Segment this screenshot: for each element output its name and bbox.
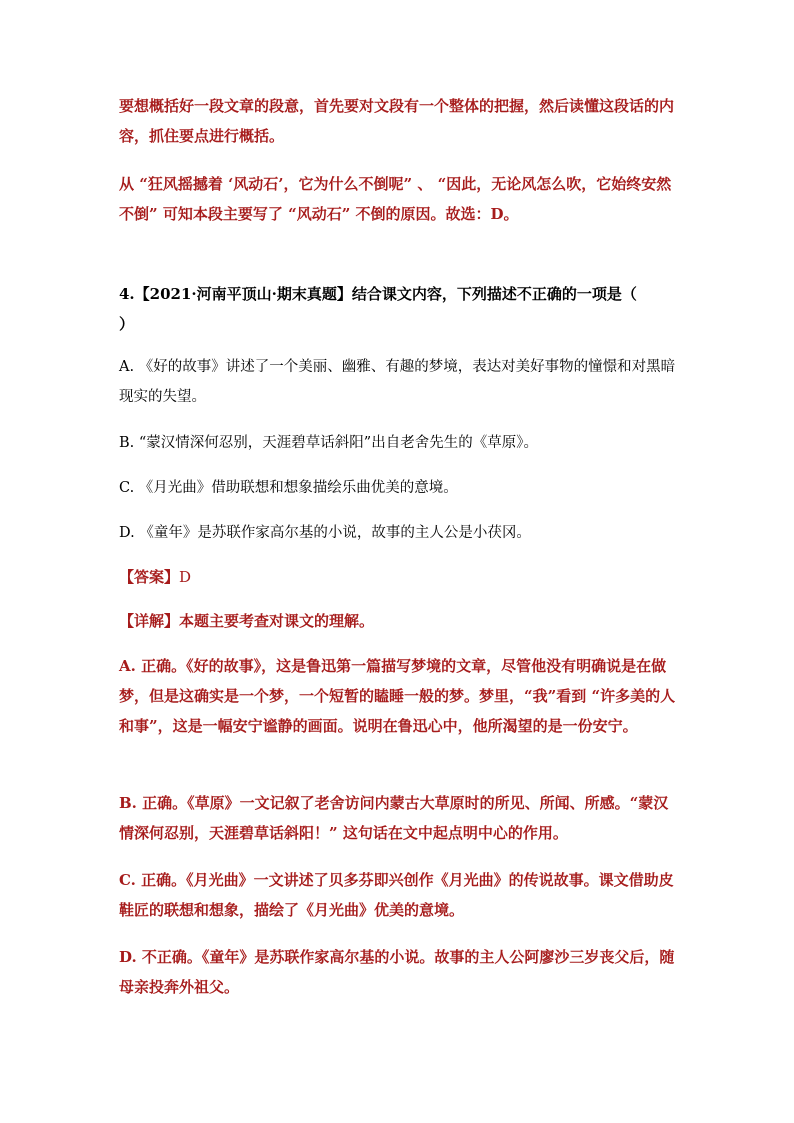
explanation-item-c: C. 正确。《月光曲》一文讲述了贝多芬即兴创作《月光曲》的传说故事。课文借助皮鞋匠的联想和想象，描绘了《月光曲》优美的意境。 [119,871,674,919]
option-a: A. 《好的故事》讲述了一个美丽、幽雅、有趣的梦境，表达对美好事物的憧憬和对黑暗现实的失望。 [119,359,676,405]
option-c: C. 《月光曲》借助联想和想象描绘乐曲优美的意境。 [119,480,458,496]
summary-paragraph-1: 要想概括好一段文章的段意，首先要对文段有一个整体的把握，然后读懂这段话的内容，抓住要点进行概括。 [119,97,675,145]
explanation-item-b: B. 正确。《草原》一文记叙了老舍访问内蒙古大草原时的所见、所闻、所感。“蒙汉情深何忍别，天涯碧草话斜阳！” 这句话在文中起点明中心的作用。 [119,794,669,842]
option-d: D. 《童年》是苏联作家高尔基的小说，故事的主人公是小茯冈。 [119,525,531,541]
answer-label: 【答案】 [119,568,180,586]
summary-paragraph-2: 从 “狂风摇撼着 ‘风动石’，它为什么不倒呢” 、 “因此，无论风怎么吹，它始终安然不倒” 可知本段主要写了 “风动石” 不倒的原因。故选：D。 [119,175,672,223]
explanation-intro-line [119,606,679,636]
option-b: B. “蒙汉情深何忍别，天涯碧草话斜阳”出自老舍先生的《草原》。 [119,435,538,451]
answer-value: D [179,568,192,586]
explanation-label: 【详解】 [119,612,180,630]
question-stem: 4.【2021·河南平顶山·期末真题】结合课文内容，下列描述不正确的一项是（ ） [119,285,697,333]
answer-line [119,562,679,592]
explanation-item-a: A. 正确。《好的故事》，这是鲁迅第一篇描写梦境的文章，尽管他没有明确说是在做梦，但是这确实是一个梦，一个短暂的瞌睡一般的梦。梦里，“我”看到 “许多美的人和事”，这是一幅安宁谧静的画面。说明在鲁迅心中，他所渴望的是一份安宁。 [119,657,676,735]
explanation-item-d: D. 不正确。《童年》是苏联作家高尔基的小说。故事的主人公阿廖沙三岁丧父后，随母亲投奔外祖父。 [119,948,675,996]
explanation-intro: 本题主要考查对课文的理解。 [179,612,375,630]
